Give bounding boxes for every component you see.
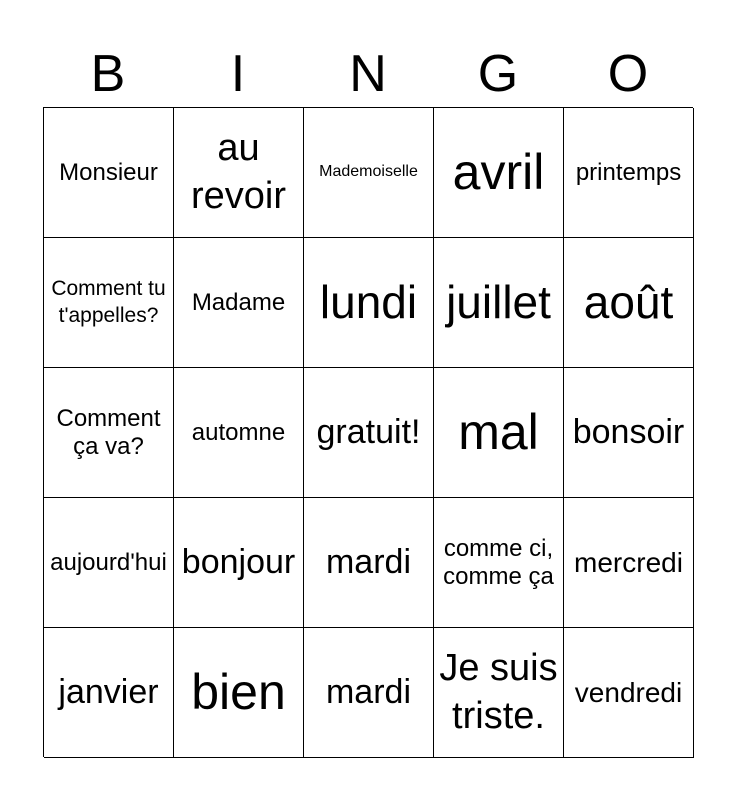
- bingo-cell-r5-c4[interactable]: Je suis triste.: [434, 628, 564, 758]
- header-letter-o: O: [607, 45, 649, 103]
- bingo-cell-r5-c2[interactable]: bien: [174, 628, 304, 758]
- bingo-cell-r3-c4[interactable]: mal: [434, 368, 564, 498]
- bingo-cell-r1-c5[interactable]: printemps: [564, 108, 694, 238]
- bingo-cell-r3-c2[interactable]: automne: [174, 368, 304, 498]
- header-letter-n: N: [349, 45, 387, 103]
- bingo-cell-r5-c1[interactable]: janvier: [44, 628, 174, 758]
- bingo-cell-r2-c1[interactable]: Comment tu t'appelles?: [44, 238, 174, 368]
- bingo-cell-r2-c4[interactable]: juillet: [434, 238, 564, 368]
- bingo-cell-r3-c1[interactable]: Comment ça va?: [44, 368, 174, 498]
- header-letter-i: I: [230, 45, 246, 103]
- header-letter-b: B: [90, 45, 126, 103]
- bingo-cell-r4-c4[interactable]: comme ci, comme ça: [434, 498, 564, 628]
- header-letter-g: G: [477, 45, 519, 103]
- bingo-cell-r5-c5[interactable]: vendredi: [564, 628, 694, 758]
- bingo-cell-r5-c3[interactable]: mardi: [304, 628, 434, 758]
- bingo-header: [43, 40, 693, 108]
- bingo-cell-r4-c1[interactable]: aujourd'hui: [44, 498, 174, 628]
- bingo-cell-r2-c5[interactable]: août: [564, 238, 694, 368]
- bingo-cell-r2-c3[interactable]: lundi: [304, 238, 434, 368]
- bingo-cell-r2-c2[interactable]: Madame: [174, 238, 304, 368]
- bingo-cell-r1-c3[interactable]: Mademoiselle: [304, 108, 434, 238]
- bingo-cell-r4-c5[interactable]: mercredi: [564, 498, 694, 628]
- bingo-cell-r1-c1[interactable]: Monsieur: [44, 108, 174, 238]
- bingo-cell-r1-c4[interactable]: avril: [434, 108, 564, 238]
- bingo-cell-r1-c2[interactable]: au revoir: [174, 108, 304, 238]
- bingo-cell-r4-c2[interactable]: bonjour: [174, 498, 304, 628]
- bingo-cell-r3-c3[interactable]: gratuit!: [304, 368, 434, 498]
- bingo-cell-r3-c5[interactable]: bonsoir: [564, 368, 694, 498]
- bingo-cell-r4-c3[interactable]: mardi: [304, 498, 434, 628]
- bingo-grid: [43, 107, 693, 757]
